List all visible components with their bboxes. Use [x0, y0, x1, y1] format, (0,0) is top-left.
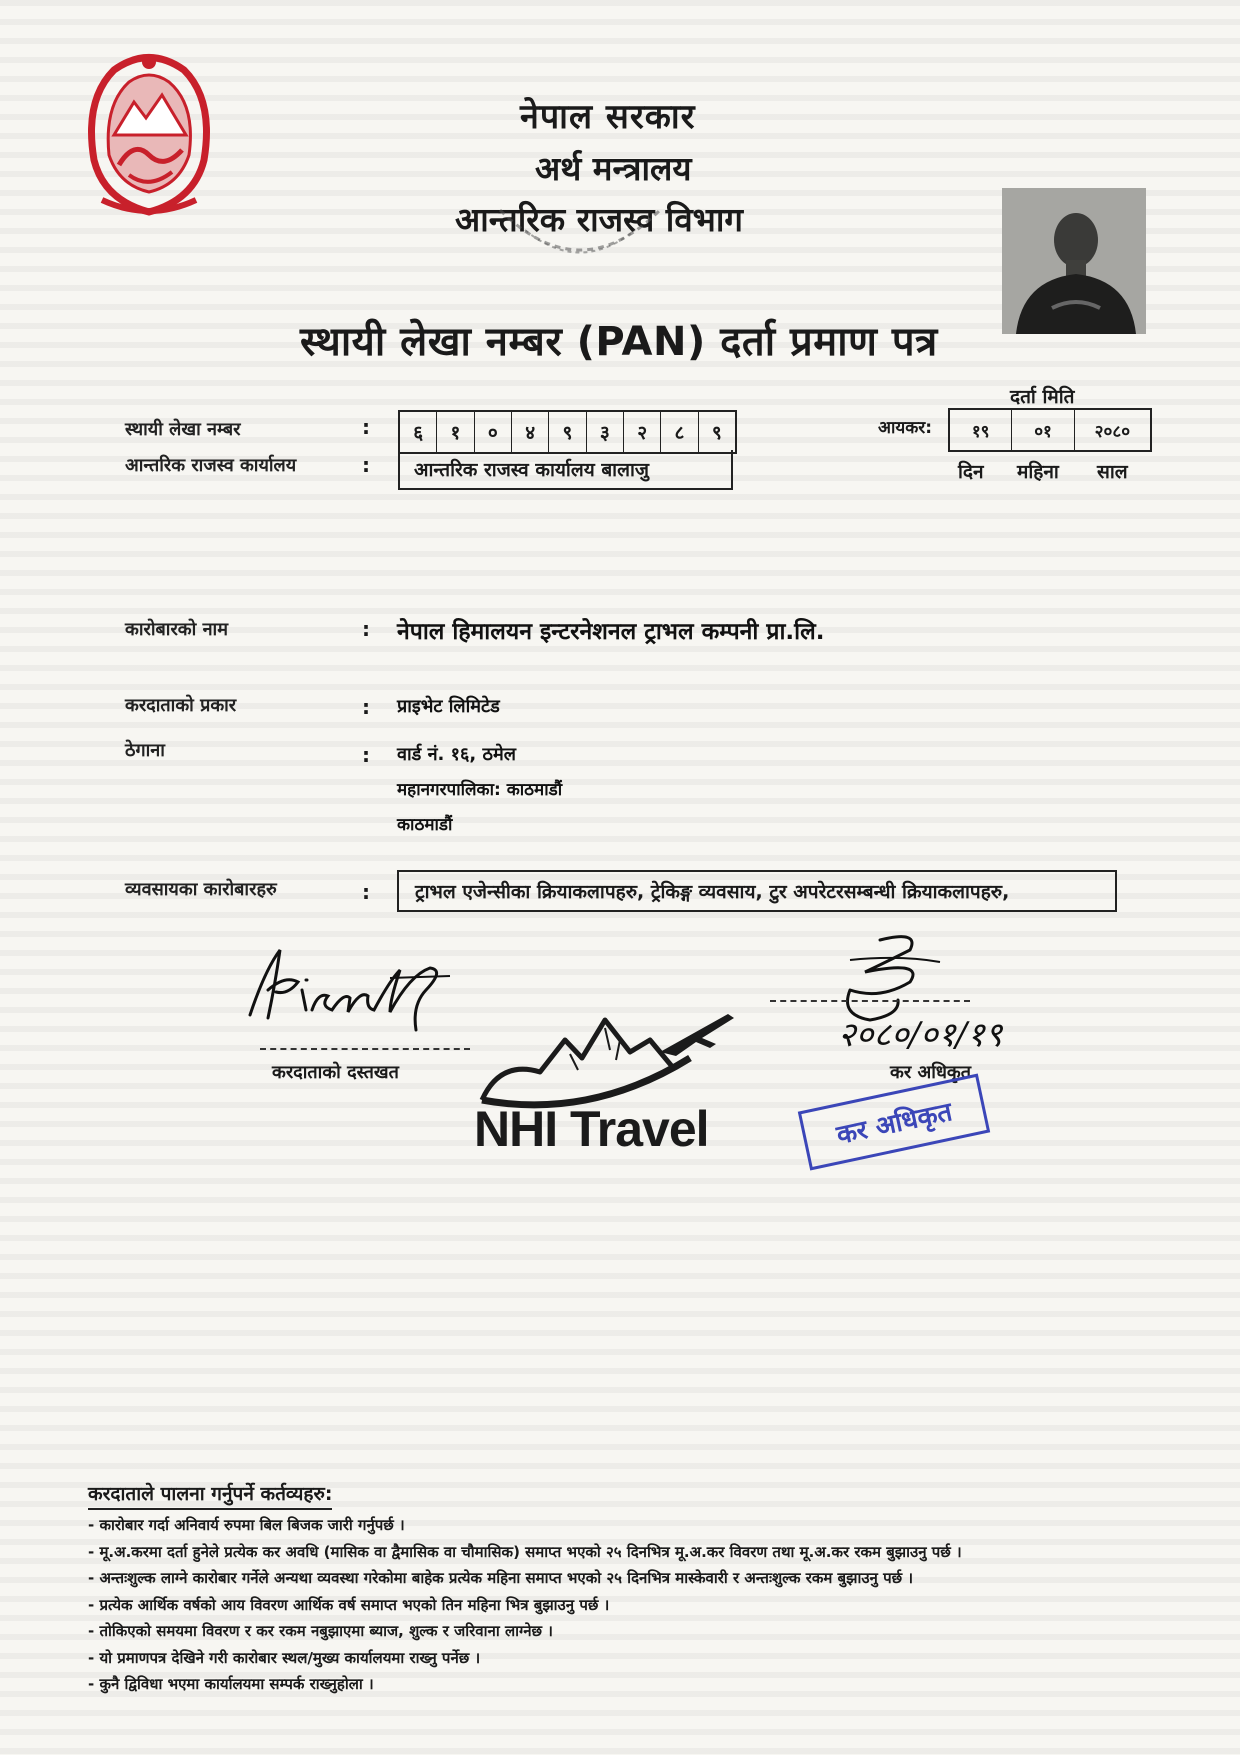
duty-item: - तोकिएको समयमा विवरण र कर रकम नबुझाएमा ब्याज, शुल्क र जरिवाना लाग्नेछ ।	[88, 1622, 553, 1640]
duty-item: - मू.अ.करमा दर्ता हुनेले प्रत्येक कर अवधि (मासिक वा द्वैमासिक वा चौमासिक) समाप्त भएको २५ दिनभित्र मू.अ.कर विवरण तथा मू.अ.कर रकम बुझाउनु पर्छ ।	[88, 1542, 962, 1561]
government-heading: नेपाल सरकार	[520, 97, 696, 137]
pan-digit: ९	[549, 412, 586, 452]
pan-digit: ९	[711, 422, 722, 444]
registration-date-box	[948, 408, 1152, 452]
date-month: ०१	[1012, 410, 1074, 450]
nepal-emblem-icon	[74, 40, 224, 220]
duties-list	[88, 1512, 1168, 1698]
pan-digit: ४	[512, 412, 549, 452]
address-line-2: महानगरपालिका: काठमाडौं	[397, 780, 563, 800]
applicant-photo	[1002, 188, 1146, 334]
taxpayer-signature	[240, 930, 470, 1040]
duty-item: - प्रत्येक आर्थिक वर्षको आय विवरण आर्थिक वर्ष समाप्त भएको तिन महिना भित्र बुझाउनु पर्छ ।	[88, 1595, 610, 1614]
department-heading: आन्तरिक राजस्व विभाग	[455, 200, 744, 239]
pan-digit: ६	[400, 412, 437, 452]
income-tax-label: आयकर:	[878, 418, 933, 438]
office-seal-icon	[480, 150, 680, 300]
office-value: आन्तरिक राजस्व कार्यालय बालाजु	[398, 450, 733, 490]
tax-officer-signature-line	[770, 1000, 970, 1002]
date-day: १९	[950, 410, 1012, 450]
tax-officer-label: कर अधिकृत	[890, 1062, 972, 1083]
pan-digit: २	[624, 412, 661, 452]
duty-item: - यो प्रमाणपत्र देखिने गरी कारोबार स्थल/मुख्य कार्यालयमा राख्नु पर्नेछ ।	[88, 1648, 481, 1667]
pan-number-box	[398, 410, 737, 454]
pan-digit: १	[437, 412, 474, 452]
address-line-3: काठमाडौं	[397, 815, 453, 835]
tax-officer-stamp: कर अधिकृत	[798, 1074, 990, 1171]
pan-digit: ८	[661, 412, 698, 452]
office-colon: :	[362, 453, 370, 477]
activities-colon: :	[362, 880, 370, 904]
pan-label: स्थायी लेखा नम्बर	[125, 419, 241, 440]
nhi-travel-logo-text: NHI Travel	[474, 1101, 709, 1157]
duty-item: - कारोबार गर्दा अनिवार्य रुपमा बिल बिजक जारी गर्नुपर्छ ।	[88, 1516, 405, 1534]
pan-digit: ३	[587, 412, 624, 452]
taxpayer-type-value: प्राइभेट लिमिटेड	[397, 696, 500, 717]
date-year: २०८०	[1094, 421, 1131, 442]
year-caption: साल	[1097, 461, 1128, 483]
duty-item: - अन्तःशुल्क लाग्ने कारोबार गर्नेले अन्यथा व्यवस्था गरेकोमा बाहेक प्रत्येक महिना समाप्त भएको २५ दिनभित्र मास्केवारी र अन्तःशुल्क रकम बुझाउनु पर्छ ।	[88, 1569, 914, 1587]
taxpayer-signature-label: करदाताको दस्तखत	[272, 1062, 399, 1083]
business-name-value: नेपाल हिमालयन इन्टरनेशनल ट्राभल कम्पनी प्रा.लि.	[397, 619, 825, 645]
address-line-1: वार्ड नं. १६, ठमेल	[397, 744, 516, 765]
duty-item: - कुनै द्विविधा भएमा कार्यालयमा सम्पर्क राख्नुहोला ।	[88, 1675, 374, 1693]
pan-colon: :	[362, 415, 370, 439]
activities-label: व्यवसायका कारोबारहरु	[125, 879, 277, 900]
office-label: आन्तरिक राजस्व कार्यालय	[125, 455, 297, 476]
taxpayer-signature-line	[260, 1048, 470, 1050]
activities-value: ट्राभल एजेन्सीका क्रियाकलापहरु, ट्रेकिङ्ग व्यवसाय, टुर अपरेटरसम्बन्धी क्रियाकलापहरु,	[397, 870, 1117, 912]
duties-title: करदाताले पालना गर्नुपर्ने कर्तव्यहरु:	[88, 1480, 332, 1510]
day-caption: दिन	[958, 461, 984, 483]
business-name-colon: :	[362, 617, 370, 641]
ministry-heading: अर्थ मन्त्रालय	[535, 149, 692, 188]
pan-digit: ०	[475, 412, 512, 452]
address-colon: :	[362, 743, 370, 767]
taxpayer-type-colon: :	[362, 695, 370, 719]
business-name-label: कारोबारको नाम	[125, 619, 228, 640]
certificate-title: स्थायी लेखा नम्बर (PAN) दर्ता प्रमाण पत्र	[300, 319, 938, 365]
month-caption: महिना	[1017, 461, 1059, 483]
address-label: ठेगाना	[125, 740, 165, 761]
registration-date-heading: दर्ता मिति	[1010, 386, 1075, 408]
tax-officer-signed-date: २०८०/०१/१९	[838, 1015, 1003, 1055]
taxpayer-type-label: करदाताको प्रकार	[125, 695, 237, 716]
